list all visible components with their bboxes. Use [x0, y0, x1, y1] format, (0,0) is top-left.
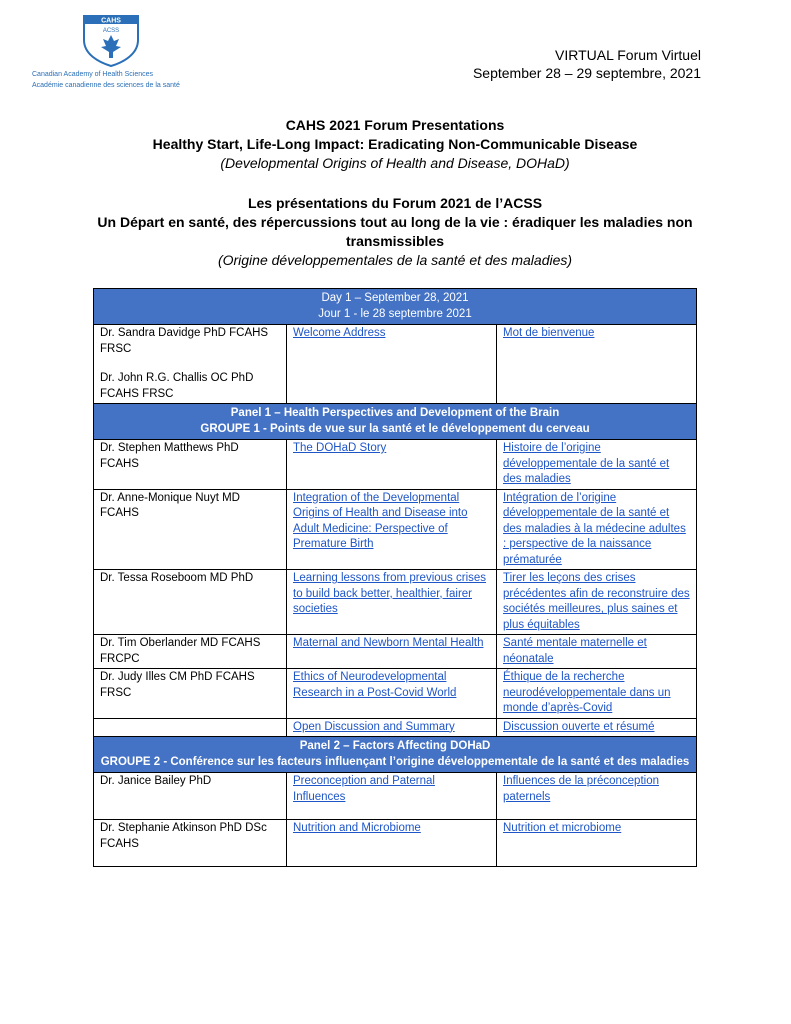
presentation-link-fr[interactable]: Éthique de la recherche neurodéveloppementale dans un monde d’après-Covid — [503, 671, 671, 714]
presentation-link-en[interactable]: Preconception and Paternal Influences — [293, 775, 435, 803]
presenter-name: Dr. John R.G. Challis OC PhD FCAHS FRSC — [100, 372, 254, 400]
presentation-link-fr[interactable]: Tirer les leçons des crises précédentes afin de reconstruire des sociétés meilleures, plus saines et plus équitables — [503, 572, 690, 631]
forum-meta — [473, 46, 701, 82]
logo-initials-top: CAHS — [101, 17, 121, 25]
note-en: (Developmental Origins of Health and Disease, DOHaD) — [220, 155, 570, 171]
presentation-link-fr[interactable]: Nutrition et microbiome — [503, 822, 622, 834]
presenter-cell — [94, 325, 287, 404]
panel-1-label-fr: GROUPE 1 - Points de vue sur la santé et le développement du cerveau — [200, 422, 590, 435]
table-row — [94, 718, 697, 737]
panel-1-label-en: Panel 1 – Health Perspectives and Development of the Brain — [230, 407, 560, 419]
presentation-link-en[interactable]: Maternal and Newborn Mental Health — [293, 637, 484, 649]
presenter-name: Dr. Anne-Monique Nuyt MD FCAHS — [94, 489, 287, 570]
presenter-name: Dr. Tim Oberlander MD FCAHS FRCPC — [94, 635, 287, 669]
table-row — [94, 325, 697, 404]
presentation-link-en[interactable]: Learning lessons from previous crises to build back better, healthier, fairer societies — [293, 572, 487, 615]
presentation-link-en[interactable]: Open Discussion and Summary — [293, 720, 455, 733]
panel-2-header — [94, 737, 697, 773]
panel-2-label-en: Panel 2 – Factors Affecting DOHaD — [299, 740, 491, 752]
cahs-shield-maple-leaf-icon — [80, 10, 144, 68]
presenter-name: Dr. Stephen Matthews PhD FCAHS — [94, 440, 287, 490]
panel-1-header — [94, 404, 697, 440]
presentation-link-en[interactable]: Ethics of Neurodevelopmental Research in a Post-Covid World — [293, 671, 457, 699]
table-row — [94, 773, 697, 820]
panel-2-label-fr: GROUPE 2 - Conférence sur les facteurs influençant l’origine développementale de la santé et des maladies — [100, 755, 690, 768]
table-row — [94, 669, 697, 719]
presentation-link-en[interactable]: Welcome Address — [293, 327, 386, 339]
document-titles — [95, 116, 695, 270]
presenter-name: Dr. Janice Bailey PhD — [94, 773, 287, 820]
presenter-name — [94, 718, 287, 737]
presenter-name: Dr. Tessa Roseboom MD PhD — [94, 570, 287, 635]
title-fr: Les présentations du Forum 2021 de l’ACSS — [247, 195, 543, 211]
title-en: CAHS 2021 Forum Presentations — [285, 117, 505, 133]
presentation-schedule-table — [93, 288, 697, 867]
table-row — [94, 489, 697, 570]
presentation-link-en[interactable]: Nutrition and Microbiome — [293, 822, 421, 834]
table-row — [94, 820, 697, 867]
note-fr: (Origine développementales de la santé et des maladies) — [217, 252, 573, 268]
org-name-en: Canadian Academy of Health Sciences — [32, 71, 154, 78]
table-row — [94, 440, 697, 490]
presentation-link-fr[interactable]: Influences de la préconception paternels — [503, 775, 659, 803]
org-name-fr: Académie canadienne des sciences de la santé — [32, 82, 180, 89]
day-1-label-fr: Jour 1 - le 28 septembre 2021 — [318, 307, 472, 320]
presenter-name: Dr. Judy Illes CM PhD FCAHS FRSC — [94, 669, 287, 719]
table-row — [94, 635, 697, 669]
day-1-label-en: Day 1 – September 28, 2021 — [321, 292, 469, 304]
presentation-link-en[interactable]: Integration of the Developmental Origins of Health and Disease into Adult Medicine: Perspective of Premature Birth — [293, 491, 468, 550]
presentation-link-fr[interactable]: Intégration de l’origine développementale de la santé et des maladies à la médecine adultes : perspective de la naissance prématurée — [503, 491, 686, 566]
table-row — [94, 570, 697, 635]
forum-dates: September 28 – 29 septembre, 2021 — [472, 65, 701, 81]
cahs-logo — [32, 10, 212, 90]
presentation-link-en[interactable]: The DOHaD Story — [293, 442, 387, 454]
subtitle-en: Healthy Start, Life-Long Impact: Eradicating Non-Communicable Disease — [152, 136, 638, 152]
presenter-name: Dr. Sandra Davidge PhD FCAHS FRSC — [100, 327, 269, 355]
forum-name: VIRTUAL Forum Virtuel — [554, 47, 701, 63]
day-1-header — [94, 289, 697, 325]
presentation-link-fr[interactable]: Santé mentale maternelle et néonatale — [503, 637, 647, 665]
presentation-link-fr[interactable]: Histoire de l’origine développementale de la santé et des maladies — [503, 442, 670, 485]
subtitle-fr: Un Départ en santé, des répercussions tout au long de la vie : éradiquer les maladies non transmissibles — [97, 214, 693, 249]
logo-initials-bottom: ACSS — [102, 28, 120, 34]
presentation-link-fr[interactable]: Mot de bienvenue — [503, 327, 595, 339]
presenter-name: Dr. Stephanie Atkinson PhD DSc FCAHS — [94, 820, 287, 867]
presentation-link-fr[interactable]: Discussion ouverte et résumé — [503, 720, 655, 733]
